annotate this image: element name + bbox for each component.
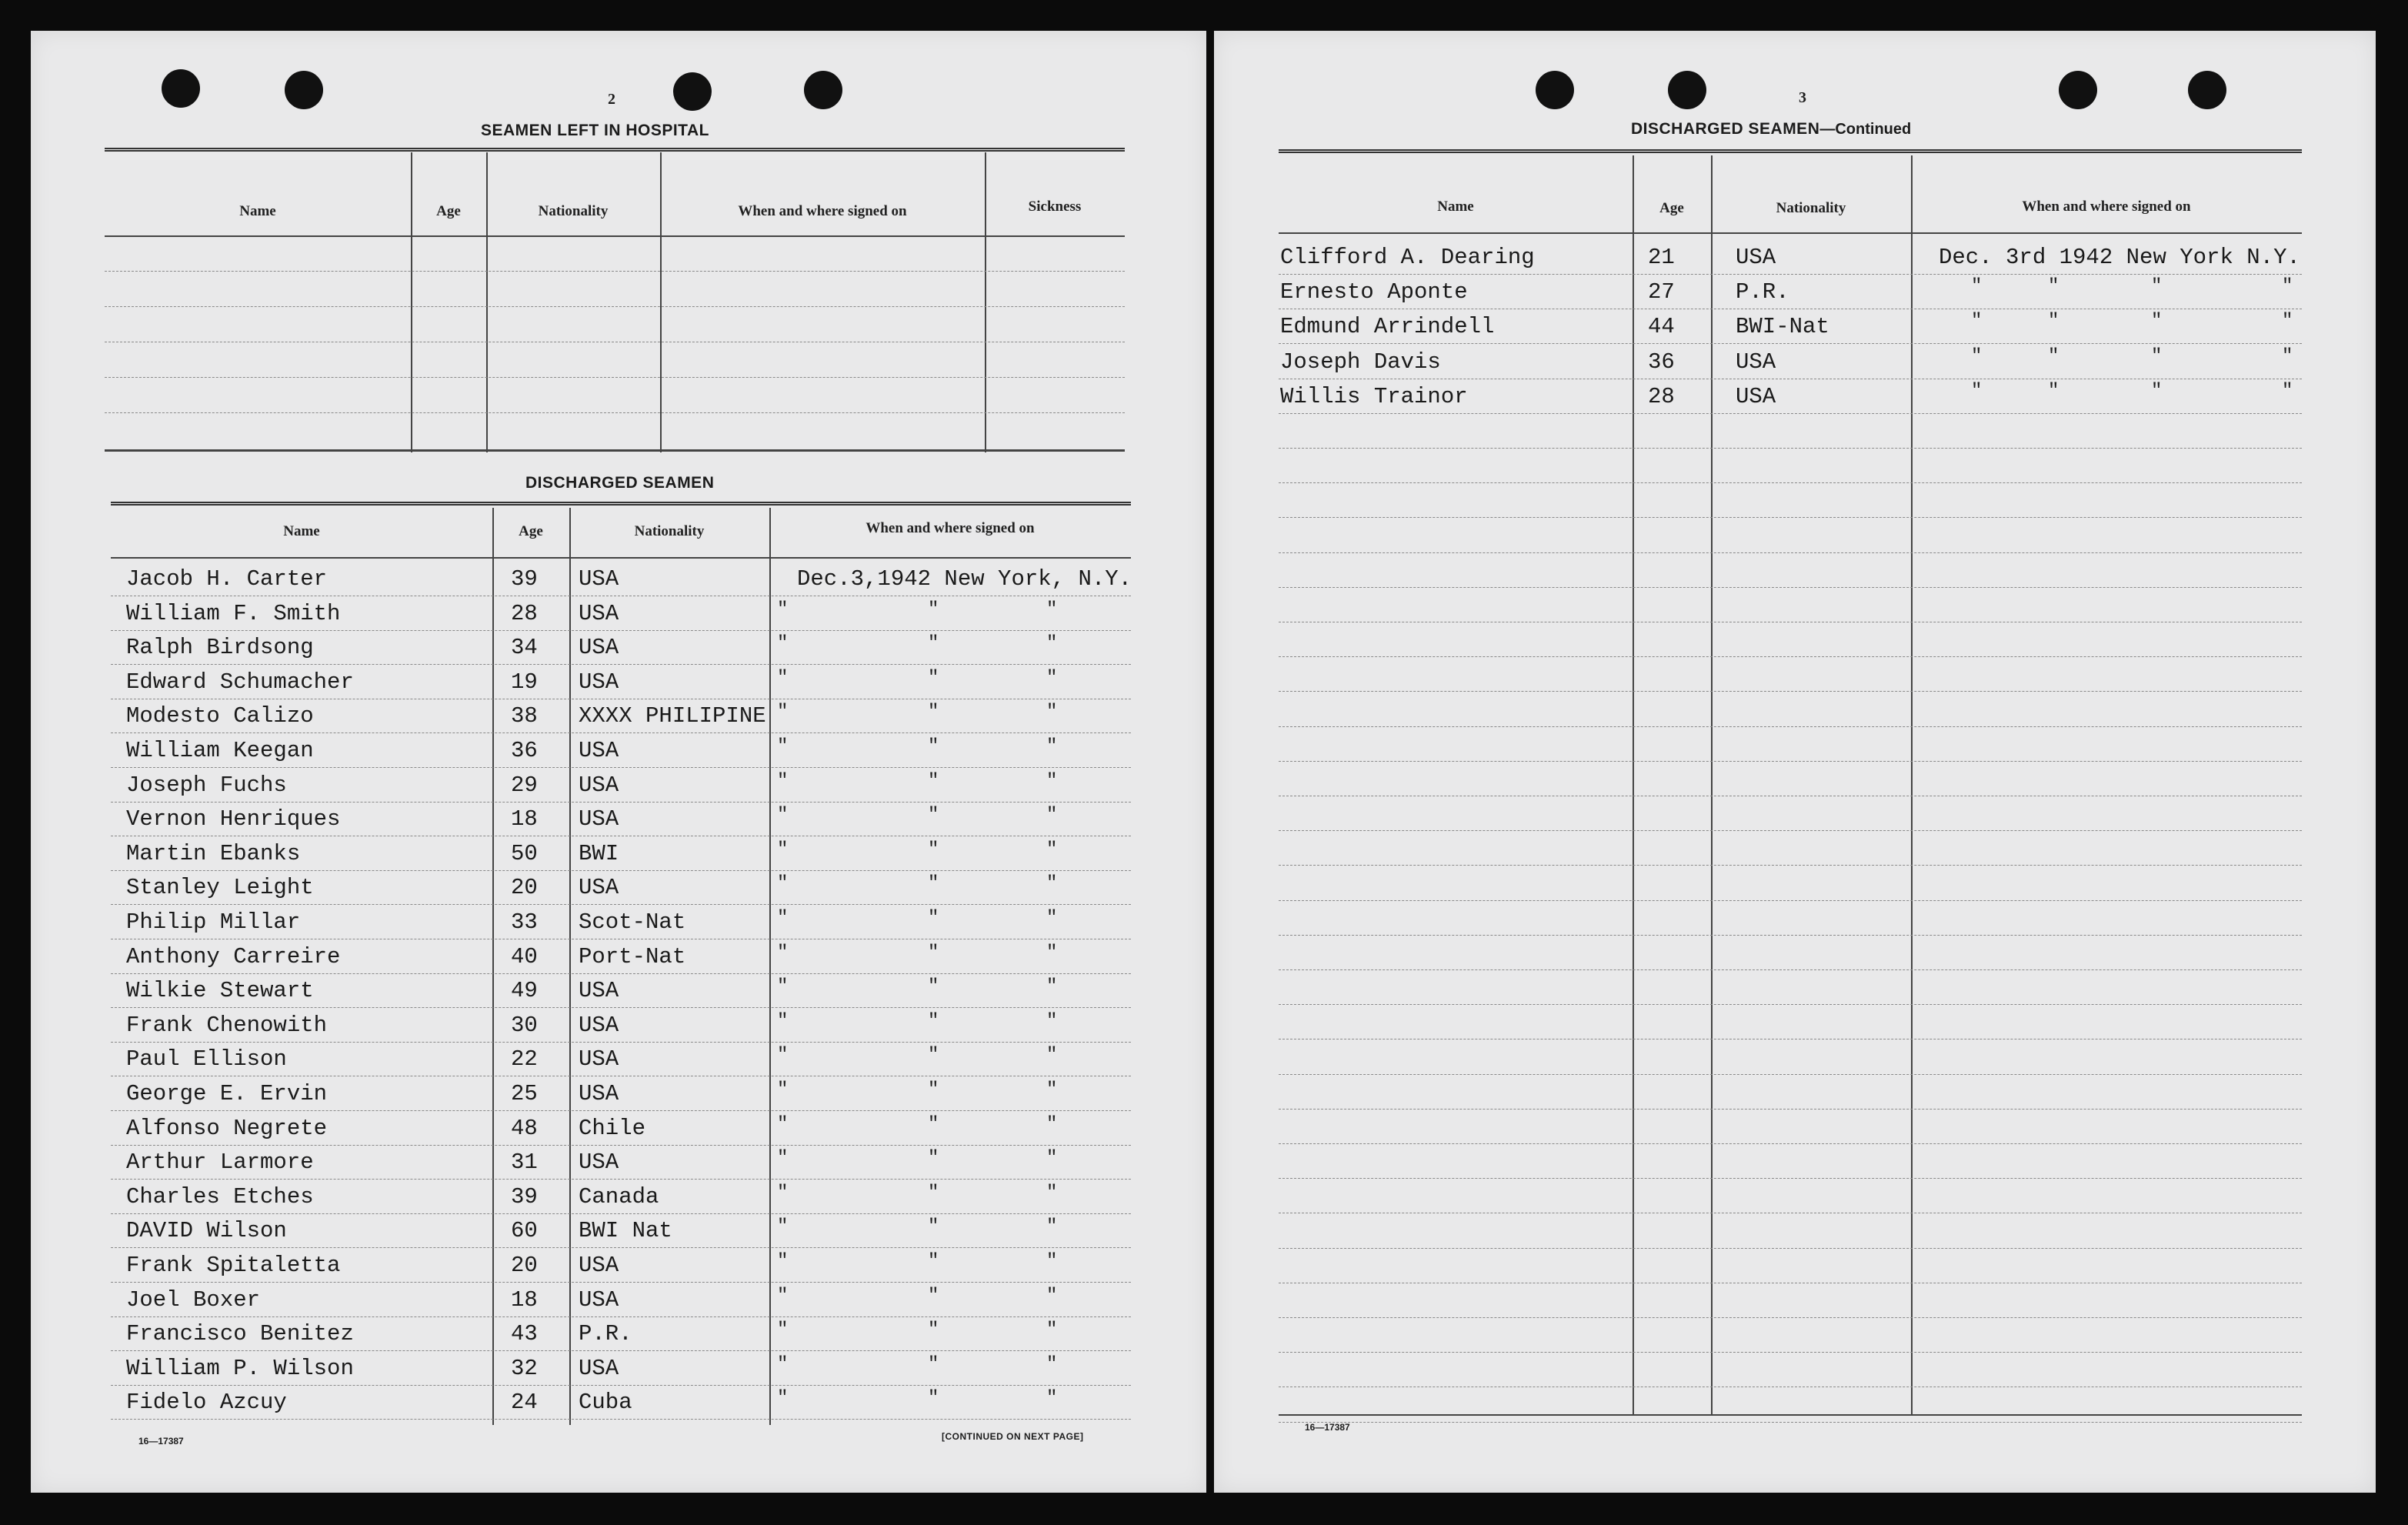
form-number: 16—17387: [138, 1436, 184, 1447]
crew-nationality: USA: [1736, 245, 1776, 270]
ditto-mark: ": [777, 1285, 789, 1306]
ditto-mark: ": [777, 805, 789, 826]
crew-name: William P. Wilson: [126, 1355, 354, 1381]
binder-hole: [1668, 71, 1706, 109]
row-separator: [1279, 1422, 2302, 1423]
crew-nationality: Canada: [579, 1183, 659, 1210]
row-separator: [1279, 1178, 2302, 1179]
ditto-mark: ": [1046, 1388, 1058, 1410]
binder-hole: [2059, 71, 2097, 109]
crew-age: 39: [511, 566, 538, 592]
crew-nationality: USA: [1736, 383, 1776, 409]
ditto-mark: ": [2151, 345, 2163, 367]
row-separator: [1279, 413, 2302, 414]
ditto-mark: ": [1046, 599, 1058, 620]
right-page: [1214, 31, 2376, 1493]
col-header-age: Age: [519, 523, 543, 539]
discharged-continued-table: [1279, 149, 2302, 1416]
ditto-mark: ": [777, 1353, 789, 1375]
ditto-mark: ": [928, 873, 939, 895]
ditto-mark: ": [1046, 1010, 1058, 1032]
crew-name: Frank Spitaletta: [126, 1253, 341, 1278]
crew-name: DAVID Wilson: [126, 1218, 287, 1244]
ditto-mark: ": [1046, 1045, 1058, 1066]
crew-nationality: USA: [579, 1253, 619, 1278]
col-header-age: Age: [1659, 200, 1684, 216]
crew-age: 36: [1648, 349, 1675, 375]
col-header-name: Name: [239, 203, 276, 219]
crew-name: Martin Ebanks: [126, 840, 301, 866]
row-separator: [1279, 969, 2302, 970]
page-number: 2: [608, 91, 615, 108]
ditto-mark: ": [1046, 736, 1058, 757]
ditto-mark: ": [928, 976, 939, 998]
signed-on-date-place: Dec. 3rd 1942 New York N.Y.: [1939, 245, 2300, 270]
ditto-mark: ": [1046, 1285, 1058, 1306]
crew-name: George E. Ervin: [126, 1081, 328, 1106]
ditto-mark: ": [777, 1216, 789, 1238]
ditto-mark: ": [777, 599, 789, 620]
ditto-mark: ": [1046, 908, 1058, 929]
crew-age: 22: [511, 1046, 538, 1073]
ditto-mark: ": [777, 702, 789, 723]
crew-age: 28: [511, 600, 538, 626]
crew-age: 49: [511, 978, 538, 1004]
crew-nationality: XXXX PHILIPINE: [579, 703, 766, 729]
row-separator: [111, 973, 1131, 974]
ditto-mark: ": [777, 908, 789, 929]
crew-name: Alfonso Negrete: [126, 1115, 328, 1141]
ditto-mark: ": [928, 736, 939, 757]
crew-name: Ernesto Aponte: [1280, 279, 1468, 305]
crew-age: 50: [511, 840, 538, 866]
ditto-mark: ": [928, 908, 939, 929]
col-header-name: Name: [283, 523, 320, 539]
ditto-mark: ": [1046, 1320, 1058, 1341]
ditto-mark: ": [1046, 1113, 1058, 1135]
ditto-mark: ": [1046, 1080, 1058, 1100]
row-separator: [111, 1247, 1131, 1248]
crew-name: Philip Millar: [126, 909, 301, 935]
ditto-mark: ": [928, 702, 939, 723]
ditto-mark: ": [2048, 380, 2059, 402]
crew-name: Modesto Calizo: [126, 703, 314, 729]
ditto-mark: ": [777, 976, 789, 998]
discharged-title-text: DISCHARGED SEAMEN: [1631, 120, 1820, 138]
ditto-mark: ": [928, 1080, 939, 1100]
signed-on-date-place: Dec.3,1942 New York, N.Y.: [797, 566, 1132, 592]
crew-age: 30: [511, 1012, 538, 1038]
ditto-mark: ": [1046, 873, 1058, 895]
crew-name: Joel Boxer: [126, 1286, 261, 1313]
row-separator: [1279, 587, 2302, 588]
crew-age: 43: [511, 1321, 538, 1347]
crew-name: Edmund Arrindell: [1280, 314, 1495, 340]
ditto-mark: ": [777, 1320, 789, 1341]
row-separator: [111, 664, 1131, 665]
ditto-mark: ": [928, 1045, 939, 1066]
row-separator: [1279, 1004, 2302, 1005]
crew-nationality: BWI Nat: [579, 1218, 672, 1244]
ditto-mark: ": [777, 942, 789, 963]
crew-nationality: USA: [1736, 349, 1776, 375]
row-separator: [111, 1350, 1131, 1351]
col-header-nationality: Nationality: [1776, 200, 1846, 216]
crew-name: Frank Chenowith: [126, 1012, 328, 1038]
row-separator: [1279, 1352, 2302, 1353]
col-header-signed-on: When and where signed on: [865, 520, 1035, 536]
discharged-title: DISCHARGED SEAMEN: [525, 474, 715, 492]
ditto-mark: ": [777, 1148, 789, 1170]
ditto-mark: ": [928, 599, 939, 620]
ditto-mark: ": [1046, 839, 1058, 860]
row-separator: [1279, 761, 2302, 762]
crew-age: 31: [511, 1150, 538, 1176]
ditto-mark: ": [2048, 345, 2059, 367]
crew-age: 21: [1648, 245, 1675, 270]
crew-name: Edward Schumacher: [126, 669, 354, 695]
crew-nationality: USA: [579, 669, 619, 695]
crew-age: 39: [511, 1183, 538, 1210]
row-separator: [1279, 552, 2302, 553]
ditto-mark: ": [928, 839, 939, 860]
crew-nationality: USA: [579, 635, 619, 661]
ditto-mark: ": [1046, 702, 1058, 723]
row-separator: [111, 630, 1131, 631]
row-separator: [111, 1179, 1131, 1180]
row-separator: [111, 1316, 1131, 1317]
row-separator: [1279, 900, 2302, 901]
ditto-mark: ": [1046, 942, 1058, 963]
ditto-mark: ": [1046, 1216, 1058, 1238]
ditto-mark: ": [928, 1320, 939, 1341]
ditto-mark: ": [1046, 1148, 1058, 1170]
crew-nationality: USA: [579, 875, 619, 901]
crew-age: 19: [511, 669, 538, 695]
row-separator: [1279, 1143, 2302, 1144]
crew-age: 32: [511, 1355, 538, 1381]
row-separator: [1279, 830, 2302, 831]
crew-age: 34: [511, 635, 538, 661]
crew-nationality: USA: [579, 566, 619, 592]
ditto-mark: ": [1046, 1353, 1058, 1375]
ditto-mark: ": [928, 1148, 939, 1170]
row-separator: [1279, 448, 2302, 449]
crew-nationality: USA: [579, 1355, 619, 1381]
crew-name: Charles Etches: [126, 1183, 314, 1210]
ditto-mark: ": [1046, 1251, 1058, 1272]
crew-age: 24: [511, 1390, 538, 1416]
crew-nationality: USA: [579, 772, 619, 798]
row-separator: [111, 1042, 1131, 1043]
ditto-mark: ": [2151, 276, 2163, 298]
ditto-mark: ": [1971, 311, 1983, 332]
row-separator: [1279, 343, 2302, 344]
ditto-mark: ": [1046, 667, 1058, 689]
ditto-mark: ": [928, 1113, 939, 1135]
ditto-mark: ": [1046, 770, 1058, 792]
binder-hole: [2188, 71, 2226, 109]
col-header-nationality: Nationality: [538, 203, 609, 219]
crew-name: Wilkie Stewart: [126, 978, 314, 1004]
binder-hole: [162, 69, 200, 108]
left-page: [31, 31, 1206, 1493]
crew-nationality: Scot-Nat: [579, 909, 686, 935]
ditto-mark: ": [1971, 276, 1983, 298]
form-number: 16—17387: [1305, 1422, 1350, 1433]
ditto-mark: ": [1046, 633, 1058, 655]
row-separator: [1279, 482, 2302, 483]
row-separator: [111, 904, 1131, 905]
ditto-mark: ": [928, 770, 939, 792]
ditto-mark: ": [928, 942, 939, 963]
ditto-mark: ": [2282, 345, 2293, 367]
ditto-mark: ": [928, 1388, 939, 1410]
binder-hole: [1536, 71, 1574, 109]
crew-nationality: USA: [579, 600, 619, 626]
row-separator: [111, 1385, 1131, 1386]
col-header-sickness: Sickness: [1028, 199, 1082, 215]
row-separator: [111, 1110, 1131, 1111]
ditto-mark: ": [928, 1285, 939, 1306]
ditto-mark: ": [2282, 276, 2293, 298]
crew-age: 33: [511, 909, 538, 935]
row-separator: [1279, 726, 2302, 727]
crew-nationality: P.R.: [579, 1321, 632, 1347]
crew-name: Vernon Henriques: [126, 806, 341, 833]
crew-nationality: USA: [579, 1150, 619, 1176]
ditto-mark: ": [777, 1080, 789, 1100]
ditto-mark: ": [1046, 1182, 1058, 1203]
crew-age: 20: [511, 875, 538, 901]
ditto-mark: ": [777, 1045, 789, 1066]
row-separator: [1279, 1109, 2302, 1110]
crew-name: Anthony Carreire: [126, 943, 341, 969]
crew-age: 36: [511, 738, 538, 763]
crew-age: 28: [1648, 383, 1675, 409]
ditto-mark: ": [1971, 345, 1983, 367]
row-separator: [111, 732, 1131, 733]
crew-nationality: Chile: [579, 1115, 646, 1141]
row-separator: [111, 870, 1131, 871]
crew-nationality: USA: [579, 1012, 619, 1038]
continued-suffix: —Continued: [1819, 121, 1912, 138]
crew-age: 48: [511, 1115, 538, 1141]
crew-name: Ralph Birdsong: [126, 635, 314, 661]
crew-age: 18: [511, 806, 538, 833]
col-header-age: Age: [436, 203, 461, 219]
ditto-mark: ": [777, 1182, 789, 1203]
col-header-signed-on: When and where signed on: [738, 203, 907, 219]
crew-nationality: Port-Nat: [579, 943, 686, 969]
ditto-mark: ": [928, 667, 939, 689]
row-separator: [1279, 1248, 2302, 1249]
row-separator: [1279, 691, 2302, 692]
crew-name: William Keegan: [126, 738, 314, 763]
ditto-mark: ": [777, 736, 789, 757]
col-header-name: Name: [1437, 199, 1474, 215]
binder-hole: [673, 72, 712, 111]
row-separator: [111, 1145, 1131, 1146]
ditto-mark: ": [2048, 311, 2059, 332]
continued-note: [CONTINUED ON NEXT PAGE]: [942, 1431, 1084, 1442]
ditto-mark: ": [1971, 380, 1983, 402]
crew-age: 20: [511, 1253, 538, 1278]
crew-nationality: P.R.: [1736, 279, 1789, 305]
ditto-mark: ": [777, 667, 789, 689]
ditto-mark: ": [777, 770, 789, 792]
ditto-mark: ": [928, 1216, 939, 1238]
ditto-mark: ": [2151, 311, 2163, 332]
crew-age: 25: [511, 1081, 538, 1106]
row-separator: [111, 767, 1131, 768]
col-header-nationality: Nationality: [634, 523, 705, 539]
crew-nationality: BWI: [579, 840, 619, 866]
row-separator: [1279, 935, 2302, 936]
crew-age: 18: [511, 1286, 538, 1313]
ditto-mark: ": [928, 1353, 939, 1375]
crew-name: Fidelo Azcuy: [126, 1390, 287, 1416]
crew-age: 60: [511, 1218, 538, 1244]
binder-hole: [804, 71, 842, 109]
hospital-table: [105, 148, 1125, 452]
row-separator: [111, 802, 1131, 803]
row-separator: [111, 1282, 1131, 1283]
discharged-table: [111, 502, 1131, 1425]
ditto-mark: ": [1046, 976, 1058, 998]
crew-name: Clifford A. Dearing: [1280, 245, 1535, 270]
crew-age: 44: [1648, 314, 1675, 340]
ditto-mark: ": [777, 1388, 789, 1410]
crew-name: William F. Smith: [126, 600, 341, 626]
row-separator: [111, 1007, 1131, 1008]
ditto-mark: ": [928, 633, 939, 655]
row-separator: [1279, 656, 2302, 657]
ditto-mark: ": [777, 1113, 789, 1135]
crew-nationality: USA: [579, 738, 619, 763]
ditto-mark: ": [1046, 805, 1058, 826]
crew-nationality: USA: [579, 806, 619, 833]
crew-name: Francisco Benitez: [126, 1321, 354, 1347]
crew-name: Stanley Leight: [126, 875, 314, 901]
row-separator: [1279, 517, 2302, 518]
ditto-mark: ": [777, 839, 789, 860]
crew-name: Paul Ellison: [126, 1046, 287, 1073]
ditto-mark: ": [928, 805, 939, 826]
crew-nationality: BWI-Nat: [1736, 314, 1829, 340]
ditto-mark: ": [2048, 276, 2059, 298]
crew-age: 29: [511, 772, 538, 798]
row-separator: [1279, 1317, 2302, 1318]
page-number: 3: [1799, 89, 1806, 106]
crew-age: 38: [511, 703, 538, 729]
row-separator: [111, 1419, 1131, 1420]
crew-nationality: Cuba: [579, 1390, 632, 1416]
discharged-continued-title: [1631, 120, 1911, 138]
ditto-mark: ": [777, 1251, 789, 1272]
col-header-signed-on: When and where signed on: [2022, 199, 2191, 215]
ditto-mark: ": [2151, 380, 2163, 402]
crew-name: Joseph Fuchs: [126, 772, 287, 798]
crew-nationality: USA: [579, 1046, 619, 1073]
crew-name: Arthur Larmore: [126, 1150, 314, 1176]
ditto-mark: ": [928, 1010, 939, 1032]
crew-name: Jacob H. Carter: [126, 566, 328, 592]
crew-name: Willis Trainor: [1280, 383, 1468, 409]
row-separator: [1279, 274, 2302, 275]
ditto-mark: ": [928, 1182, 939, 1203]
crew-name: Joseph Davis: [1280, 349, 1441, 375]
ditto-mark: ": [928, 1251, 939, 1272]
row-separator: [1279, 865, 2302, 866]
row-separator: [1279, 1074, 2302, 1075]
row-separator: [111, 1213, 1131, 1214]
ditto-mark: ": [2282, 380, 2293, 402]
ditto-mark: ": [777, 1010, 789, 1032]
crew-age: 27: [1648, 279, 1675, 305]
ditto-mark: ": [777, 633, 789, 655]
binder-hole: [285, 71, 323, 109]
hospital-title: SEAMEN LEFT IN HOSPITAL: [481, 122, 709, 139]
crew-nationality: USA: [579, 1081, 619, 1106]
crew-nationality: USA: [579, 978, 619, 1004]
ditto-mark: ": [2282, 311, 2293, 332]
ditto-mark: ": [777, 873, 789, 895]
crew-nationality: USA: [579, 1286, 619, 1313]
crew-age: 40: [511, 943, 538, 969]
